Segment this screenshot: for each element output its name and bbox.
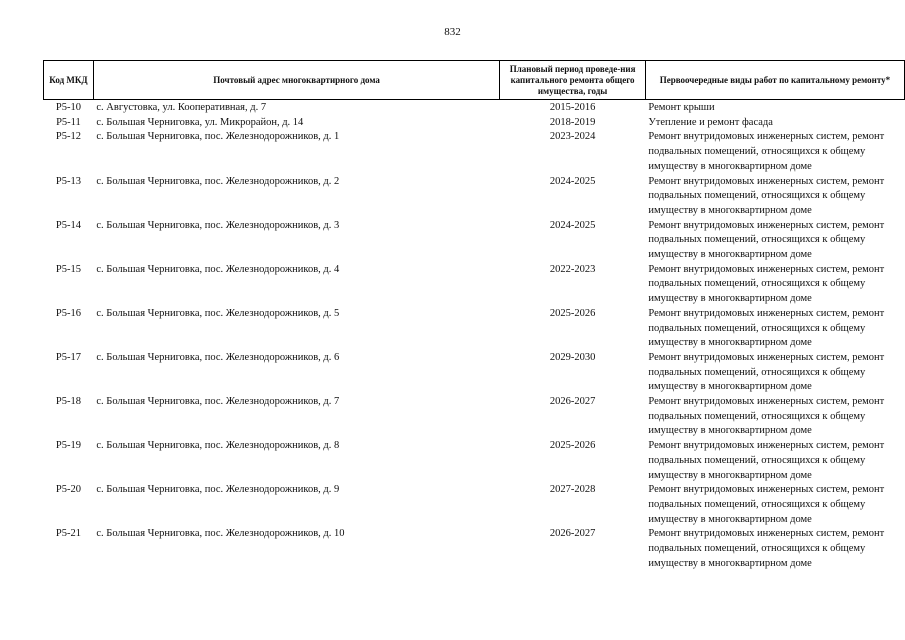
cell-period: 2025-2026 — [549, 440, 596, 452]
table-row — [44, 175, 905, 219]
cell-address: с. Большая Черниговка, ул. Микрорайон, д. 14 — [96, 116, 304, 128]
cell-works: Ремонт внутридомовых инженерных систем, ремонт подвальных помещений, относящихся к общему имуществу в многоквартирном доме — [648, 219, 885, 261]
cell-code: Р5-13 — [55, 175, 81, 187]
cell-works: Ремонт внутридомовых инженерных систем, ремонт подвальных помещений, относящихся к общему имуществу в многоквартирном доме — [648, 528, 885, 569]
table-row — [44, 263, 905, 307]
cell-works: Ремонт внутридомовых инженерных систем, ремонт подвальных помещений, относящихся к общему имуществу в многоквартирном доме — [648, 351, 885, 393]
cell-period: 2015-2016 — [549, 102, 596, 113]
cell-period: 2029-2030 — [549, 351, 596, 363]
cell-period: 2026-2027 — [549, 396, 596, 408]
cell-address: с. Большая Черниговка, пос. Железнодорожников, д. 5 — [96, 307, 340, 319]
cell-code: Р5-19 — [55, 440, 81, 452]
cell-works: Ремонт внутридомовых инженерных систем, ремонт подвальных помещений, относящихся к общему имуществу в многоквартирном доме — [648, 307, 885, 349]
cell-code: Р5-21 — [55, 528, 81, 540]
cell-code: Р5-20 — [55, 484, 81, 496]
table-row — [44, 527, 905, 571]
table-row — [44, 395, 905, 439]
table-row — [44, 219, 905, 263]
table-row — [44, 100, 905, 116]
cell-address: с. Большая Черниговка, пос. Железнодорожников, д. 10 — [96, 528, 345, 540]
cell-code: Р5-18 — [55, 396, 81, 408]
cell-works: Ремонт внутридомовых инженерных систем, ремонт подвальных помещений, относящихся к общему имуществу в многоквартирном доме — [648, 131, 885, 172]
table-row — [44, 351, 905, 395]
cell-code: Р5-16 — [55, 307, 81, 319]
cell-address: с. Большая Черниговка, пос. Железнодорожников, д. 3 — [96, 219, 340, 231]
cell-works: Ремонт внутридомовых инженерных систем, ремонт подвальных помещений, относящихся к общему имуществу в многоквартирном доме — [648, 396, 885, 437]
cell-period: 2026-2027 — [549, 528, 596, 540]
cell-period: 2024-2025 — [549, 175, 596, 187]
cell-address: с. Большая Черниговка, пос. Железнодорожников, д. 6 — [96, 351, 340, 363]
table-row — [44, 130, 905, 174]
cell-period: 2018-2019 — [549, 116, 596, 128]
cell-period: 2024-2025 — [549, 219, 596, 231]
header-address: Почтовый адрес многоквартирного дома — [93, 61, 499, 100]
cell-address: с. Большая Черниговка, пос. Железнодорожников, д. 1 — [96, 131, 340, 143]
header-code: Код МКД — [44, 61, 94, 100]
cell-period: 2022-2023 — [549, 263, 596, 275]
table-body — [44, 100, 905, 572]
cell-works: Ремонт внутридомовых инженерных систем, ремонт подвальных помещений, относящихся к общему имуществу в многоквартирном доме — [648, 440, 885, 481]
cell-code: Р5-11 — [56, 116, 81, 128]
header-works: Первоочередные виды работ по капитальному ремонту* — [645, 61, 904, 100]
cell-works: Ремонт внутридомовых инженерных систем, ремонт подвальных помещений, относящихся к общему имуществу в многоквартирном доме — [648, 484, 885, 525]
cell-address: с. Большая Черниговка, пос. Железнодорожников, д. 2 — [96, 175, 340, 187]
table-header — [44, 61, 905, 100]
table-row — [44, 483, 905, 527]
cell-code: Р5-14 — [55, 219, 81, 231]
cell-address: с. Большая Черниговка, пос. Железнодорожников, д. 4 — [96, 263, 340, 275]
cell-works: Ремонт крыши — [648, 102, 715, 113]
cell-address: с. Большая Черниговка, пос. Железнодорожников, д. 9 — [96, 484, 340, 496]
cell-works: Ремонт внутридомовых инженерных систем, ремонт подвальных помещений, относящихся к общему имуществу в многоквартирном доме — [648, 175, 885, 216]
cell-address: с. Большая Черниговка, пос. Железнодорожников, д. 8 — [96, 440, 340, 452]
cell-code: Р5-17 — [55, 351, 81, 363]
header-row — [44, 61, 905, 100]
cell-code: Р5-12 — [55, 131, 81, 143]
cell-address: с. Августовка, ул. Кооперативная, д. 7 — [96, 102, 267, 113]
cell-period: 2023-2024 — [549, 131, 596, 143]
table-row — [44, 439, 905, 483]
header-period: Плановый период проведе-ния капитального ремонта общего имущества, годы — [500, 61, 646, 100]
cell-period: 2027-2028 — [549, 484, 596, 496]
table-row — [44, 116, 905, 131]
cell-address: с. Большая Черниговка, пос. Железнодорожников, д. 7 — [96, 396, 340, 408]
page-number: 832 — [444, 26, 461, 38]
cell-works: Ремонт внутридомовых инженерных систем, ремонт подвальных помещений, относящихся к общему имуществу в многоквартирном доме — [648, 263, 885, 305]
table-row — [44, 307, 905, 351]
repair-schedule-table — [43, 60, 905, 572]
cell-code: Р5-15 — [55, 263, 81, 275]
cell-period: 2025-2026 — [549, 307, 596, 319]
cell-works: Утепление и ремонт фасада — [648, 116, 773, 128]
cell-code: Р5-10 — [55, 102, 81, 113]
